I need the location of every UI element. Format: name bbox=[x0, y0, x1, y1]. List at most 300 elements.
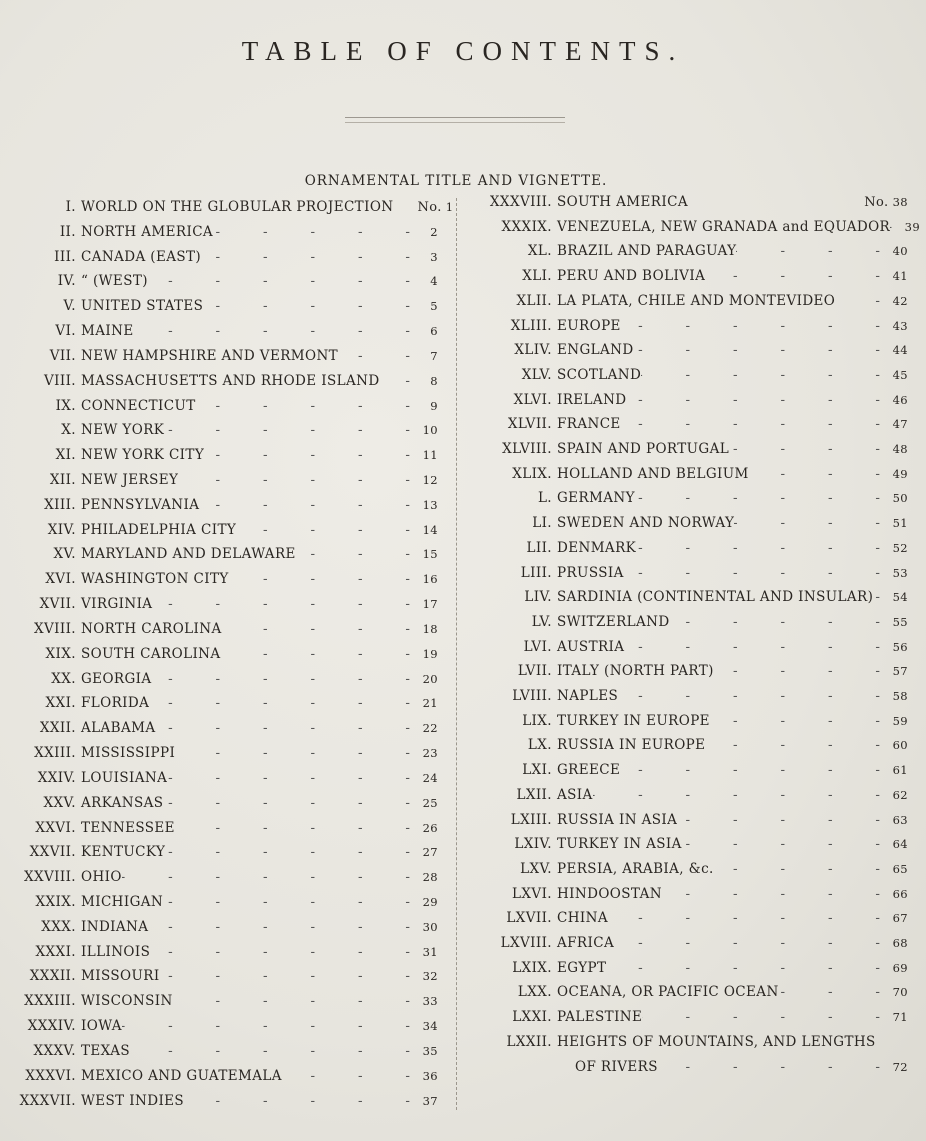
entry-numeral: LV. bbox=[531, 613, 552, 630]
entry-numeral: XXXIX. bbox=[501, 218, 552, 235]
entry-name: ENGLAND bbox=[557, 342, 634, 359]
entry-numeral: XIV. bbox=[47, 521, 76, 538]
entry-numeral: XL. bbox=[527, 243, 552, 260]
toc-entry bbox=[18, 818, 438, 838]
entry-page bbox=[412, 917, 438, 937]
leader-dots bbox=[338, 346, 412, 366]
toc-entry bbox=[18, 669, 438, 689]
entry-name: PENNSYLVANIA bbox=[81, 496, 200, 513]
page-number: 63 bbox=[892, 812, 908, 827]
entry-name: GREECE bbox=[557, 762, 621, 779]
leader-dots bbox=[873, 587, 882, 607]
toc-entry bbox=[470, 291, 908, 311]
entry-numeral: XXXII. bbox=[29, 968, 76, 985]
page-number: 67 bbox=[892, 911, 908, 926]
toc-entry bbox=[18, 296, 438, 316]
page-number: 54 bbox=[892, 590, 908, 605]
toc-entry bbox=[470, 563, 908, 583]
toc-entry bbox=[18, 693, 438, 713]
entry-name: MICHIGAN bbox=[81, 893, 164, 910]
entry-page bbox=[882, 908, 908, 928]
page-number: 49 bbox=[892, 466, 908, 481]
leader-dots bbox=[165, 842, 412, 862]
entry-page bbox=[882, 488, 908, 508]
page-number: 71 bbox=[892, 1010, 908, 1025]
entry-page bbox=[412, 470, 438, 490]
entry-numeral: LXIV. bbox=[514, 836, 552, 853]
leader-dots bbox=[705, 735, 882, 755]
page-number: 4 bbox=[430, 274, 438, 289]
toc-entry bbox=[470, 513, 908, 533]
entry-page bbox=[882, 810, 908, 830]
leader-dots bbox=[749, 464, 882, 484]
entry-page bbox=[412, 346, 438, 366]
leader-dots bbox=[779, 982, 882, 1002]
leader-dots bbox=[608, 908, 882, 928]
entry-numeral: VIII. bbox=[43, 372, 76, 389]
leader-dots bbox=[682, 834, 882, 854]
toc-entry bbox=[470, 192, 908, 212]
entry-numeral: XLII. bbox=[516, 292, 552, 309]
entry-name: SWITZERLAND bbox=[557, 613, 670, 630]
entry-page bbox=[412, 296, 438, 316]
leader-dots bbox=[714, 859, 882, 879]
page-number: 55 bbox=[892, 614, 908, 629]
toc-entry-continuation bbox=[570, 1057, 908, 1077]
toc-entry bbox=[18, 966, 438, 986]
entry-numeral: XLIV. bbox=[514, 342, 552, 359]
toc-entry bbox=[470, 316, 908, 336]
leader-dots bbox=[148, 917, 412, 937]
entry-name: GERMANY bbox=[557, 490, 635, 507]
entry-name: INDIANA bbox=[81, 918, 149, 935]
toc-entry bbox=[470, 661, 908, 681]
entry-page bbox=[412, 718, 438, 738]
entry-numeral: X. bbox=[61, 422, 76, 439]
entry-numeral: XVIII. bbox=[33, 620, 76, 637]
entry-name: TEXAS bbox=[81, 1042, 130, 1059]
entry-page bbox=[882, 735, 908, 755]
toc-entry bbox=[470, 414, 908, 434]
toc-entry bbox=[18, 569, 438, 589]
subtitle: ORNAMENTAL TITLE AND VIGNETTE. bbox=[304, 173, 608, 189]
leader-dots bbox=[122, 867, 412, 887]
entry-page bbox=[398, 197, 454, 217]
leader-dots bbox=[593, 785, 882, 805]
entry-numeral: LIII. bbox=[520, 564, 552, 581]
entry-numeral: XXVII. bbox=[29, 844, 76, 861]
entry-numeral: LXIX. bbox=[512, 959, 552, 976]
page-title: TABLE OF CONTENTS. bbox=[241, 36, 685, 66]
entry-page: 72 bbox=[892, 1059, 908, 1074]
page-number: 25 bbox=[422, 795, 438, 810]
page-number: 31 bbox=[422, 944, 438, 959]
entry-name: CONNECTICUT bbox=[81, 397, 196, 414]
entry-numeral: LXVIII. bbox=[500, 935, 552, 951]
entry-page bbox=[412, 1066, 438, 1086]
page-number: 36 bbox=[422, 1068, 438, 1083]
entry-page bbox=[882, 563, 908, 583]
entry-name: IOWA bbox=[81, 1018, 122, 1035]
entry-numeral: XV. bbox=[53, 546, 76, 563]
toc-entry bbox=[470, 760, 908, 780]
entry-numeral: LXI. bbox=[522, 762, 552, 779]
entry-page bbox=[412, 693, 438, 713]
toc-entry bbox=[470, 933, 908, 953]
page-number: 30 bbox=[422, 919, 438, 934]
toc-entry bbox=[18, 1091, 438, 1111]
toc-entry bbox=[470, 365, 908, 385]
page-number: 29 bbox=[422, 894, 438, 909]
leader-dots bbox=[642, 1007, 882, 1027]
leader-dots bbox=[213, 222, 412, 242]
entry-page bbox=[882, 785, 908, 805]
entry-name: NEW YORK CITY bbox=[81, 447, 205, 464]
entry-numeral: XXXIV. bbox=[27, 1018, 76, 1035]
entry-numeral: XXX. bbox=[41, 918, 76, 935]
entry-page bbox=[882, 464, 908, 484]
entry-page bbox=[412, 371, 438, 391]
leader-dots bbox=[710, 711, 882, 731]
page-number: 23 bbox=[422, 746, 438, 761]
page-number: 62 bbox=[892, 787, 908, 802]
entry-numeral: VII. bbox=[49, 347, 76, 364]
toc-entry bbox=[18, 718, 438, 738]
entry-numeral: LXX. bbox=[517, 984, 552, 1001]
entry-numeral: XIII. bbox=[44, 496, 76, 513]
entry-numeral: XLVII. bbox=[507, 416, 552, 433]
entry-name: VENEZUELA, NEW GRANADA and EQUADOR bbox=[557, 218, 891, 235]
toc-entry bbox=[18, 321, 438, 341]
entry-page bbox=[412, 445, 438, 465]
entry-name: NORTH CAROLINA bbox=[81, 620, 222, 637]
entry-page bbox=[412, 222, 438, 242]
toc-entry bbox=[18, 892, 438, 912]
toc-entry bbox=[18, 867, 438, 887]
entry-page bbox=[412, 793, 438, 813]
entry-numeral: VI. bbox=[55, 323, 76, 340]
entry-name: SOUTH CAROLINA bbox=[81, 645, 221, 662]
entry-name: SCOTLAND bbox=[557, 366, 642, 383]
leader-dots bbox=[670, 612, 882, 632]
entry-numeral: V. bbox=[63, 298, 76, 315]
page-number: 38 bbox=[892, 195, 908, 209]
entry-name: NEW JERSEY bbox=[81, 472, 179, 489]
entry-numeral: XXI. bbox=[45, 695, 76, 712]
entry-name: PALESTINE bbox=[557, 1009, 643, 1026]
leader-dots bbox=[627, 390, 882, 410]
entry-numeral: XLVIII. bbox=[502, 441, 552, 457]
leader-dots bbox=[658, 1057, 882, 1077]
entry-name: HEIGHTS OF MOUNTAINS, AND LENGTHS bbox=[557, 1033, 876, 1050]
entry-numeral: XXVI. bbox=[35, 819, 76, 836]
entry-page bbox=[412, 991, 438, 1011]
toc-entry bbox=[470, 810, 908, 830]
entry-numeral: XXXIII. bbox=[24, 993, 76, 1010]
entry-name: WISCONSIN bbox=[81, 993, 173, 1010]
entry-numeral: XXVIII. bbox=[23, 869, 76, 886]
entry-page bbox=[882, 760, 908, 780]
toc-entry bbox=[18, 495, 438, 515]
toc-entry bbox=[18, 520, 438, 540]
toc-entry bbox=[470, 439, 908, 459]
page-number: 10 bbox=[422, 423, 438, 438]
entry-page bbox=[894, 217, 920, 237]
entry-page bbox=[412, 1091, 438, 1111]
leader-dots bbox=[204, 445, 412, 465]
entry-name: SOUTH AMERICA bbox=[557, 194, 688, 210]
page-number: 43 bbox=[892, 318, 908, 333]
page-number: 66 bbox=[892, 886, 908, 901]
entry-name: GEORGIA bbox=[81, 670, 152, 687]
leader-dots bbox=[634, 340, 882, 360]
leader-dots bbox=[134, 321, 412, 341]
entry-page bbox=[882, 1032, 908, 1052]
entry-numeral: LVII. bbox=[517, 663, 552, 680]
entry-numeral: L. bbox=[537, 490, 552, 507]
leader-dots bbox=[229, 569, 412, 589]
entry-numeral: LXVII. bbox=[506, 910, 552, 927]
entry-numeral: XI. bbox=[55, 447, 76, 464]
entry-page bbox=[412, 669, 438, 689]
entry-page bbox=[882, 884, 908, 904]
entry-numeral: LIX. bbox=[522, 712, 552, 729]
toc-entry bbox=[18, 247, 438, 267]
leader-dots bbox=[201, 247, 412, 267]
leader-dots bbox=[620, 760, 882, 780]
page-number: 45 bbox=[892, 367, 908, 382]
entry-page bbox=[882, 587, 908, 607]
entry-numeral: LIV. bbox=[524, 589, 552, 606]
toc-entry bbox=[470, 464, 908, 484]
entry-page bbox=[882, 340, 908, 360]
entry-page bbox=[412, 768, 438, 788]
entry-name: TENNESSEE bbox=[81, 819, 175, 836]
entry-name: NEW HAMPSHIRE AND VERMONT bbox=[81, 347, 339, 364]
page-number: 33 bbox=[422, 994, 438, 1009]
entry-name: WASHINGTON CITY bbox=[81, 571, 229, 588]
page-number: 46 bbox=[892, 392, 908, 407]
entry-name: ITALY (NORTH PART) bbox=[557, 663, 714, 680]
page-number: 6 bbox=[430, 324, 438, 339]
entry-page bbox=[882, 637, 908, 657]
entry-numeral: XXXVI. bbox=[25, 1067, 76, 1084]
entry-page bbox=[412, 520, 438, 540]
leader-dots bbox=[641, 365, 882, 385]
toc-entry bbox=[470, 390, 908, 410]
entry-page bbox=[412, 966, 438, 986]
leader-dots bbox=[203, 296, 412, 316]
entry-numeral: LXII. bbox=[516, 786, 552, 803]
page-number: 61 bbox=[892, 763, 908, 778]
toc-entry bbox=[18, 768, 438, 788]
entry-page bbox=[882, 661, 908, 681]
entry-page bbox=[412, 247, 438, 267]
entry-page bbox=[882, 439, 908, 459]
entry-name: ALABAMA bbox=[81, 720, 156, 737]
toc-entry bbox=[18, 991, 438, 1011]
leader-dots bbox=[130, 1041, 412, 1061]
toc-entry bbox=[470, 538, 908, 558]
entry-numeral: XXIV. bbox=[37, 769, 76, 786]
page-number: 64 bbox=[892, 837, 908, 852]
toc-entry bbox=[18, 445, 438, 465]
entry-name: BRAZIL AND PARAGUAY bbox=[557, 243, 737, 260]
toc-entry bbox=[18, 371, 438, 391]
page-number: 12 bbox=[422, 473, 438, 488]
entry-numeral: XIX. bbox=[45, 645, 76, 662]
leader-dots bbox=[122, 1016, 412, 1036]
entry-numeral: LXXII. bbox=[506, 1033, 552, 1050]
leader-dots bbox=[662, 884, 882, 904]
toc-entry bbox=[470, 1007, 908, 1027]
page-number: 57 bbox=[892, 664, 908, 679]
entry-name: PHILADELPHIA CITY bbox=[81, 521, 237, 538]
entry-numeral: LVI. bbox=[523, 638, 552, 655]
leader-dots bbox=[624, 563, 882, 583]
toc-entry bbox=[18, 644, 438, 664]
leader-dots bbox=[149, 693, 412, 713]
leader-dots bbox=[618, 686, 882, 706]
entry-page bbox=[882, 266, 908, 286]
entry-name: ASIA bbox=[557, 786, 593, 803]
page-number: 51 bbox=[892, 516, 908, 531]
entry-name: SARDINIA (CONTINENTAL AND INSULAR) bbox=[557, 589, 874, 606]
entry-page bbox=[882, 982, 908, 1002]
page-number: 42 bbox=[892, 293, 908, 308]
page-number: 44 bbox=[892, 343, 908, 358]
no-label: No. bbox=[864, 195, 889, 210]
entry-numeral: XLV. bbox=[521, 366, 552, 383]
page-number: 14 bbox=[422, 522, 438, 537]
entry-name: HOLLAND AND BELGIUM bbox=[557, 465, 749, 482]
leader-dots bbox=[160, 966, 412, 986]
leader-dots bbox=[621, 316, 882, 336]
toc-entry bbox=[18, 346, 438, 366]
leader-dots bbox=[148, 271, 412, 291]
toc-entry bbox=[18, 917, 438, 937]
entry-name: EUROPE bbox=[557, 317, 621, 334]
entry-name: OHIO bbox=[81, 869, 122, 886]
entry-numeral: I. bbox=[65, 199, 76, 215]
entry-numeral: LII. bbox=[526, 539, 552, 556]
page-number: 5 bbox=[430, 299, 438, 314]
page-number: 13 bbox=[422, 497, 438, 512]
page-number: 39 bbox=[904, 219, 921, 234]
entry-name: FLORIDA bbox=[81, 695, 150, 712]
page-number: 34 bbox=[422, 1019, 438, 1034]
toc-entry bbox=[470, 908, 908, 928]
toc-entry bbox=[470, 785, 908, 805]
page-number: 52 bbox=[892, 540, 908, 555]
leader-dots bbox=[636, 538, 882, 558]
page-number: 47 bbox=[892, 417, 908, 432]
entry-page bbox=[412, 396, 438, 416]
entry-name: LA PLATA, CHILE AND MONTEVIDEO bbox=[557, 292, 836, 309]
entry-name: WORLD ON THE GLOBULAR PROJECTION bbox=[81, 199, 394, 215]
entry-name: NEW YORK bbox=[81, 422, 165, 439]
leader-dots bbox=[175, 818, 412, 838]
toc-entry bbox=[18, 197, 454, 217]
toc-entry bbox=[470, 241, 908, 261]
toc-entry bbox=[470, 834, 908, 854]
entry-page bbox=[882, 513, 908, 533]
entry-name: FRANCE bbox=[557, 416, 621, 433]
entry-name: RUSSIA IN EUROPE bbox=[557, 737, 706, 754]
entry-name: MISSOURI bbox=[81, 968, 160, 985]
leader-dots bbox=[624, 637, 882, 657]
entry-page bbox=[852, 192, 908, 212]
entry-name: MAINE bbox=[81, 323, 134, 340]
entry-name: CHINA bbox=[557, 910, 608, 927]
entry-name: TURKEY IN ASIA bbox=[557, 836, 682, 853]
entry-name: UNITED STATES bbox=[81, 298, 204, 315]
entry-page bbox=[882, 316, 908, 336]
toc-entry bbox=[470, 587, 908, 607]
entry-numeral: XXIX. bbox=[35, 893, 76, 910]
toc-entry bbox=[470, 735, 908, 755]
entry-page bbox=[412, 544, 438, 564]
leader-dots bbox=[236, 520, 412, 540]
entry-name: PRUSSIA bbox=[557, 564, 624, 581]
entry-numeral: XLVI. bbox=[513, 391, 552, 408]
toc-entry bbox=[470, 488, 908, 508]
page-number: 22 bbox=[422, 721, 438, 736]
page-number: 16 bbox=[422, 572, 438, 587]
entry-numeral: II. bbox=[59, 223, 76, 240]
entry-page bbox=[882, 365, 908, 385]
entry-numeral: III. bbox=[54, 248, 76, 265]
toc-entry bbox=[470, 637, 908, 657]
entry-page bbox=[412, 743, 438, 763]
toc-entry bbox=[470, 340, 908, 360]
entry-numeral: LVIII. bbox=[512, 688, 552, 704]
entry-page bbox=[412, 271, 438, 291]
no-label: No. bbox=[417, 200, 442, 215]
entry-numeral: XVI. bbox=[45, 571, 76, 588]
entry-name: PERSIA, ARABIA, &c. bbox=[557, 860, 714, 877]
leader-dots bbox=[150, 942, 412, 962]
page-number: 59 bbox=[892, 713, 908, 728]
entry-page bbox=[882, 612, 908, 632]
entry-name: MASSACHUSETTS AND RHODE ISLAND bbox=[81, 372, 380, 389]
page-number: 2 bbox=[430, 224, 438, 239]
toc-entry bbox=[18, 942, 438, 962]
toc-entry bbox=[18, 271, 438, 291]
page-number: 28 bbox=[422, 870, 438, 885]
page-number: 1 bbox=[445, 200, 454, 214]
leader-dots bbox=[705, 266, 882, 286]
page-number: 58 bbox=[892, 689, 908, 703]
leader-dots bbox=[184, 1091, 412, 1111]
entry-page bbox=[882, 711, 908, 731]
entry-name: AUSTRIA bbox=[557, 638, 625, 655]
page-number: 20 bbox=[422, 671, 438, 686]
toc-entry bbox=[470, 958, 908, 978]
page-number: 65 bbox=[892, 861, 908, 876]
leader-dots bbox=[677, 810, 882, 830]
entry-name: IRELAND bbox=[557, 391, 627, 408]
entry-page bbox=[412, 619, 438, 639]
leader-dots bbox=[175, 743, 412, 763]
entry-name: WEST INDIES bbox=[81, 1092, 185, 1109]
leader-dots bbox=[714, 661, 882, 681]
leader-dots bbox=[614, 933, 882, 953]
entry-numeral: IX. bbox=[55, 397, 76, 414]
ornamental-rule bbox=[345, 117, 565, 123]
page-number: 18 bbox=[422, 621, 438, 636]
page-number: 35 bbox=[422, 1043, 438, 1058]
